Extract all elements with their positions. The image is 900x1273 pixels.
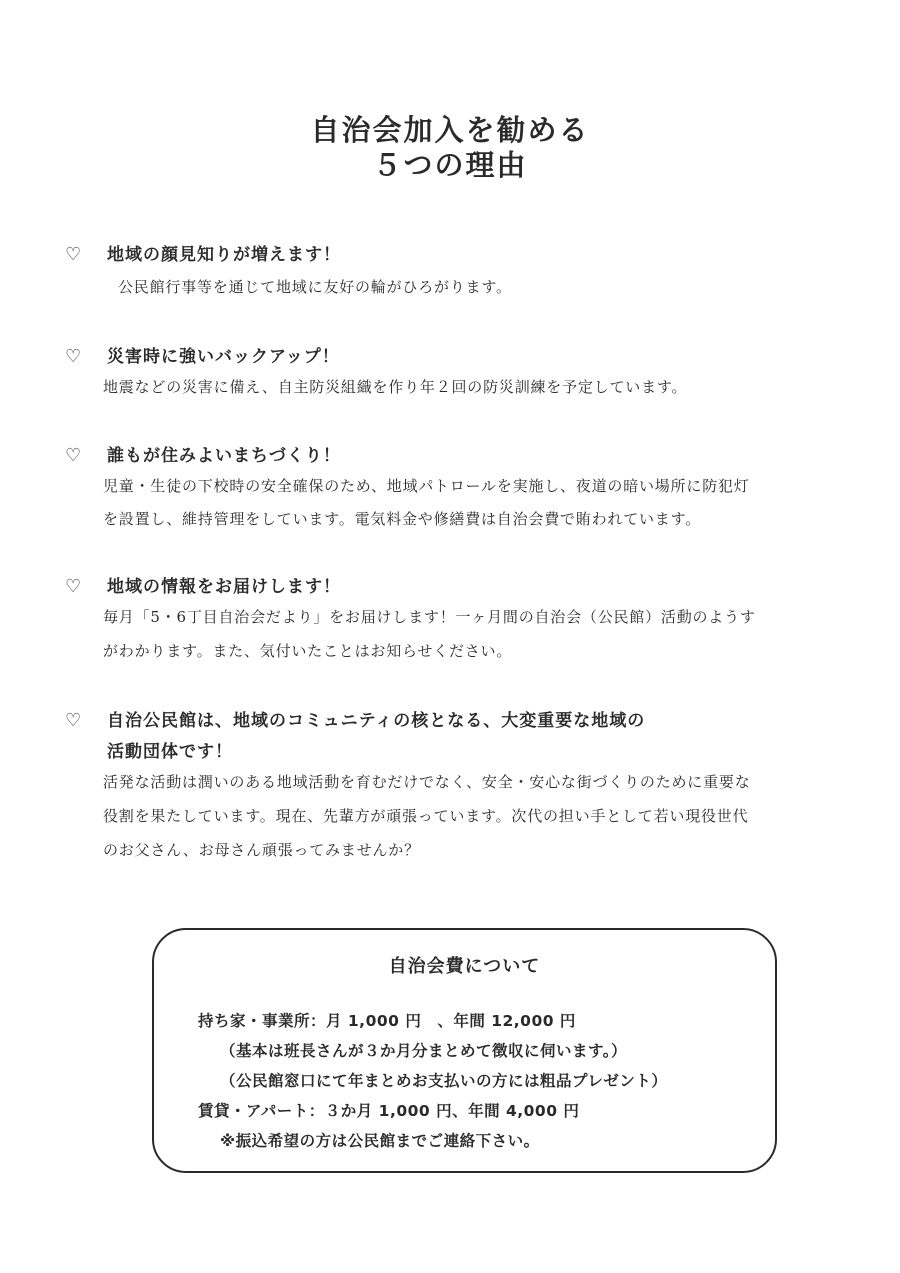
reason-2-heading-text: 災害時に強いバックアップ！ [107, 347, 340, 367]
reason-3-heading [65, 441, 341, 466]
reason-4-heading [65, 572, 341, 597]
reason-1-heading-text: 地域の顔見知りが増えます！ [107, 245, 341, 265]
fee-info-box [152, 928, 777, 1173]
reason-1-body-line-1: 公民館行事等を通じて地域に友好の輪がひろがります。 [118, 278, 512, 296]
reason-2-body-line-1: 地震などの災害に備え、自主防災組織を作り年２回の防災訓練を予定しています。 [103, 378, 688, 396]
reason-4-heading-text: 地域の情報をお届けします！ [107, 577, 341, 597]
fee-box-title: 自治会費について [388, 956, 541, 977]
reason-3-body-line-2: を設置し、維持管理をしています。電気料金や修繕費は自治会費で賄われています。 [103, 510, 702, 528]
reason-5-body-line-2: 役割を果たしています。現在、先輩方が頑張っています。次代の担い手として若い現役世代 [103, 807, 749, 825]
reason-3-body-line-1: 児童・生徒の下校時の安全確保のため、地域パトロールを実施し、夜道の暗い場所に防犯灯 [103, 477, 750, 495]
reason-5-heading-text-cont: 活動団体です！ [107, 742, 233, 762]
reason-5-heading [65, 706, 645, 731]
heart-icon: ♡ [65, 445, 83, 466]
fee-line-gift-note: （公民館窓口にて年まとめお支払いの方には粗品プレゼント） [220, 1072, 668, 1090]
heart-icon: ♡ [65, 710, 83, 731]
heart-icon: ♡ [65, 244, 83, 265]
reason-5-heading-text: 自治公民館は、地域のコミュニティの核となる、大変重要な地域の [107, 711, 646, 731]
page-title-line-2: ５つの理由 [372, 148, 528, 182]
reason-1-heading [65, 240, 341, 265]
page-title-line-1: 自治会加入を勧める [310, 113, 590, 147]
reason-2-heading [65, 342, 340, 367]
fee-line-rental: 賃貸・アパート：３か月 1,000 円、年間 4,000 円 [198, 1102, 580, 1120]
reason-4-body-line-1: 毎月「5・6丁目自治会だより」をお届けします！一ヶ月間の自治会（公民館）活動のようす [103, 608, 756, 626]
fee-line-transfer-note: ※振込希望の方は公民館までご連絡下さい。 [220, 1132, 540, 1150]
fee-line-owner: 持ち家・事業所：月 1,000 円 、年間 12,000 円 [198, 1012, 576, 1030]
reason-4-body-line-2: がわかります。また、気付いたことはお知らせください。 [103, 642, 513, 660]
fee-line-collection-note: （基本は班長さんが３か月分まとめて徴収に伺います。） [220, 1042, 628, 1060]
heart-icon: ♡ [65, 346, 83, 367]
reason-5-body-line-3: のお父さん、お母さん頑張ってみませんか？ [103, 841, 420, 859]
reason-5-body-line-1: 活発な活動は潤いのある地域活動を育むだけでなく、安全・安心な街づくりのために重要な [103, 773, 751, 791]
reason-3-heading-text: 誰もが住みよいまちづくり！ [107, 446, 341, 466]
heart-icon: ♡ [65, 576, 83, 597]
